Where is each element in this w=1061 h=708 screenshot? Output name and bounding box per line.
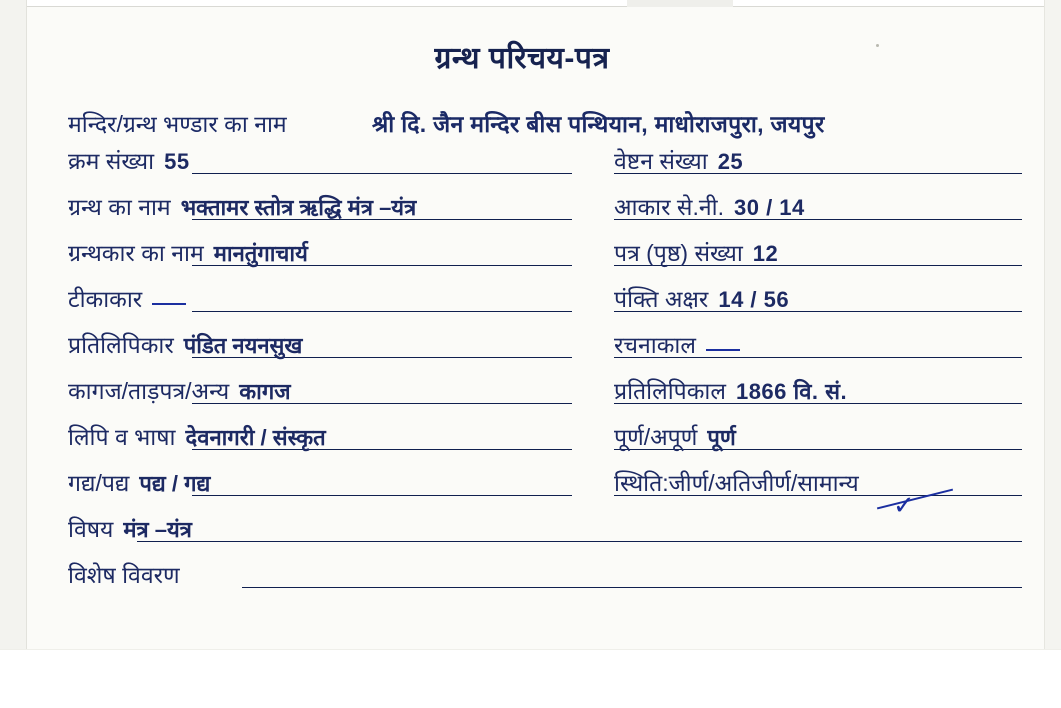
- rule-line: [192, 173, 572, 174]
- form-row: [42, 281, 1042, 327]
- page-title: ग्रन्थ परिचय-पत्र: [434, 42, 610, 75]
- field-label: पूर्ण/अपूर्ण: [614, 424, 698, 450]
- field-label: वेष्टन संख्या: [614, 148, 708, 174]
- field-krama-sankhya: [68, 150, 198, 175]
- field-value: पूर्ण: [707, 425, 736, 450]
- field-value: 25: [717, 149, 744, 174]
- field-sthiti: [614, 472, 859, 497]
- blank-pen-dash: [706, 349, 740, 351]
- rule-line: [192, 495, 572, 496]
- header-row: [42, 99, 1042, 143]
- rule-line: [192, 311, 572, 312]
- page-edge-left: [0, 0, 27, 708]
- field-value: मंत्र –यंत्र: [123, 517, 192, 542]
- field-value: 55: [164, 149, 190, 174]
- field-vishesh-vivaran: [68, 564, 198, 589]
- field-label: आकार से.नी.: [614, 194, 724, 220]
- page-edge-notch: [627, 0, 733, 7]
- form-row: [42, 143, 1042, 189]
- field-kagaj-tadpatra-anya: [68, 380, 299, 405]
- field-patra-sankhya: [614, 242, 786, 267]
- form-row: [42, 557, 1042, 603]
- field-value: मानतुंगाचार्य: [213, 241, 308, 266]
- field-tikakar: [68, 288, 194, 313]
- field-pankti-akshar: [614, 288, 797, 313]
- rule-line: [242, 587, 1022, 588]
- page-edge-top: [0, 0, 1061, 7]
- field-pratilipikal: [614, 380, 855, 405]
- field-label: प्रतिलिपिकाल: [614, 378, 726, 404]
- field-label: ग्रन्थकार का नाम: [68, 240, 204, 266]
- field-lipi-va-bhasha: [68, 426, 334, 451]
- field-label: कागज/ताड़पत्र/अन्य: [68, 378, 230, 404]
- page-edge-right: [1044, 0, 1061, 708]
- field-value: भक्तामर स्तोत्र ऋद्धि मंत्र –यंत्र: [180, 195, 417, 220]
- field-akar: [614, 196, 813, 221]
- check-icon: ✓: [893, 490, 915, 520]
- field-label: रचनाकाल: [614, 332, 696, 358]
- form-body: [42, 22, 1042, 603]
- field-value: कागज: [239, 379, 291, 404]
- header-label: मन्दिर/ग्रन्थ भण्डार का नाम: [68, 111, 287, 137]
- field-pratilipikar: [68, 334, 310, 359]
- field-label: पंक्ति अक्षर: [614, 286, 709, 312]
- field-gadya-padya: [68, 472, 218, 497]
- field-label: स्थिति:जीर्ण/अतिजीर्ण/सामान्य: [614, 470, 859, 496]
- field-value: 1866 वि. सं.: [735, 379, 848, 404]
- field-label: विशेष विवरण: [68, 562, 180, 588]
- field-value: 30 / 14: [733, 195, 805, 220]
- field-veshtan-sankhya: [614, 150, 751, 175]
- field-label: गद्य/पद्य: [68, 470, 130, 496]
- blank-pen-dash: [152, 303, 186, 305]
- field-value: देवनागरी / संस्कृत: [185, 425, 326, 450]
- field-label: लिपि व भाषा: [68, 424, 176, 450]
- field-value: पद्य / गद्य: [139, 471, 211, 496]
- field-label: टीकाकार: [68, 286, 143, 312]
- page-edge-bottom: [0, 649, 1061, 708]
- field-value: 14 / 56: [718, 287, 790, 312]
- form-row: [42, 511, 1042, 557]
- field-label: ग्रन्थ का नाम: [68, 194, 171, 220]
- field-granth-ka-nam: [68, 196, 424, 221]
- field-purna-apurna: [614, 426, 744, 451]
- rule-line: [137, 541, 1022, 542]
- field-label: विषय: [68, 516, 114, 542]
- field-granthkar-ka-nam: [68, 242, 316, 267]
- field-vishay: [68, 518, 200, 543]
- header-value: श्री दि. जैन मन्दिर बीस पन्थियान, माधोराजपुरा, जयपुर: [372, 111, 825, 137]
- field-label: प्रतिलिपिकार: [68, 332, 174, 358]
- field-value: [180, 587, 198, 589]
- form-row: [42, 327, 1042, 373]
- field-label: क्रम संख्या: [68, 148, 155, 174]
- form-row: [42, 419, 1042, 465]
- field-value: 12: [752, 241, 779, 266]
- field-value: पंडित नयनसुख: [183, 333, 303, 358]
- form-row: [42, 189, 1042, 235]
- field-label: पत्र (पृष्ठ) संख्या: [614, 240, 743, 266]
- form-row: [42, 235, 1042, 281]
- field-rachnakal: [614, 334, 748, 359]
- form-row: [42, 373, 1042, 419]
